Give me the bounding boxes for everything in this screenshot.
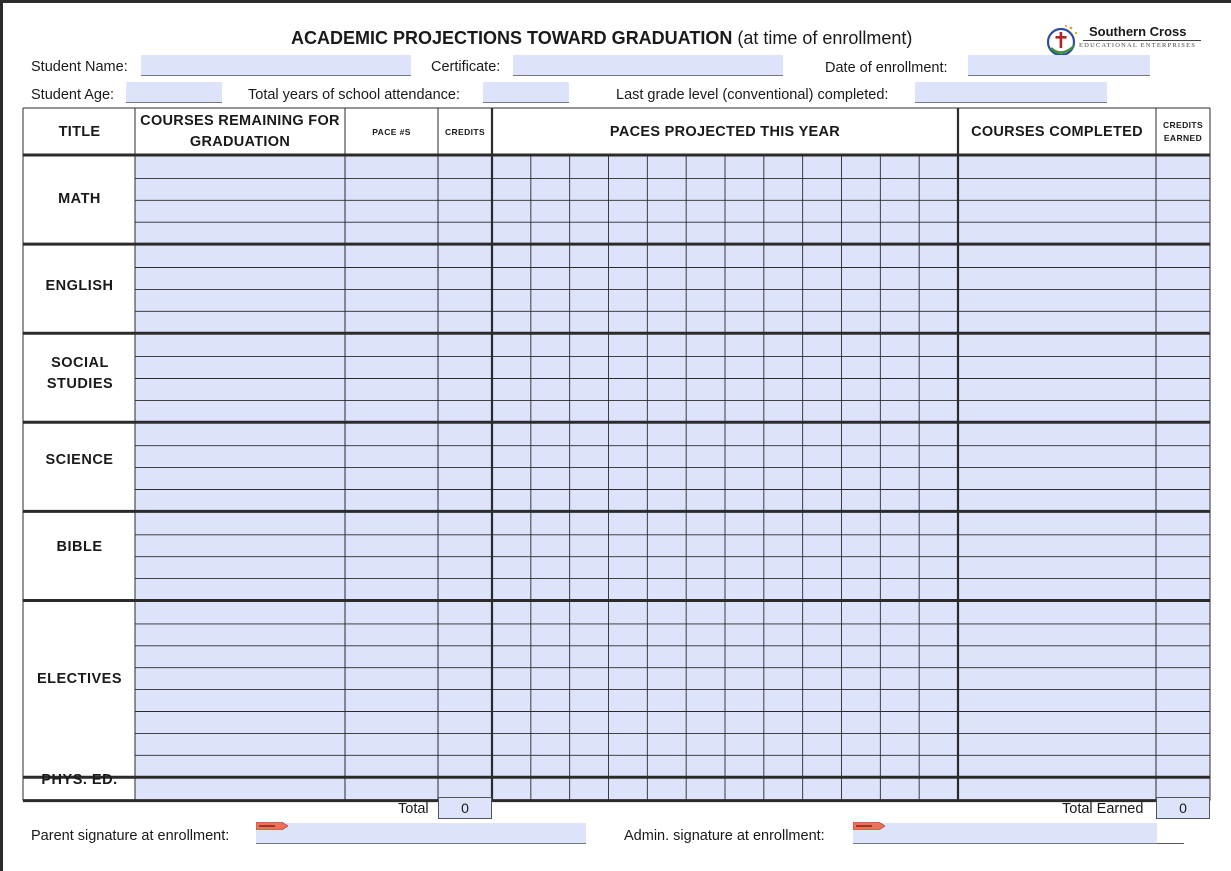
admin-signature-label: Admin. signature at enrollment:: [624, 828, 825, 844]
logo-name: Southern Cross: [1089, 24, 1187, 39]
subject-social-studies: SOCIAL STUDIES: [46, 354, 114, 392]
header-courses-remaining: COURSES REMAINING FOR GRADUATION: [140, 113, 340, 150]
form-title-main: ACADEMIC PROJECTIONS TOWARD GRADUATION: [291, 28, 733, 48]
subject-bible: BIBLE: [56, 539, 103, 555]
logo-tagline: EDUCATIONAL ENTERPRISES: [1079, 42, 1197, 49]
student-name-label: Student Name:: [31, 59, 128, 75]
certificate-label: Certificate:: [431, 59, 501, 75]
subject-math: MATH: [58, 191, 101, 207]
date-of-enrollment-label: Date of enrollment:: [825, 60, 948, 76]
header-pace-numbers: PACE #S: [372, 126, 411, 137]
admin-signature-field[interactable]: [853, 823, 1157, 844]
total-earned-label: Total Earned: [1062, 801, 1144, 817]
total-credits-field[interactable]: [438, 797, 492, 819]
total-credits-value: 0: [461, 800, 469, 816]
subject-electives: ELECTIVES: [36, 671, 123, 687]
input-cells-group-6: [135, 779, 1210, 801]
form-title-sub: (at time of enrollment): [737, 28, 913, 48]
total-earned-value: 0: [1179, 800, 1187, 816]
header-credits: CREDITS: [444, 126, 486, 137]
parent-signature-label: Parent signature at enrollment:: [31, 828, 230, 844]
student-age-label: Student Age:: [31, 87, 115, 103]
last-grade-label: Last grade level (conventional) completed:: [616, 87, 889, 103]
sign-here-tag-icon: [853, 822, 885, 830]
total-years-label: Total years of school attendance:: [248, 87, 460, 103]
subject-english: ENGLISH: [45, 278, 114, 294]
header-credits-earned: CREDITS EARNED: [1162, 120, 1204, 143]
sign-here-tag-icon: [256, 822, 288, 830]
header-courses-completed: COURSES COMPLETED: [971, 123, 1143, 140]
header-title: TITLE: [58, 123, 101, 140]
header-paces-projected: PACES PROJECTED THIS YEAR: [609, 123, 841, 140]
total-earned-field[interactable]: [1156, 797, 1210, 819]
admin-signature-underline: [1157, 843, 1184, 844]
subject-phys-ed: PHYS. ED.: [41, 772, 118, 788]
subject-science: SCIENCE: [45, 452, 114, 468]
parent-signature-field[interactable]: [256, 823, 586, 844]
total-label: Total: [398, 801, 429, 817]
